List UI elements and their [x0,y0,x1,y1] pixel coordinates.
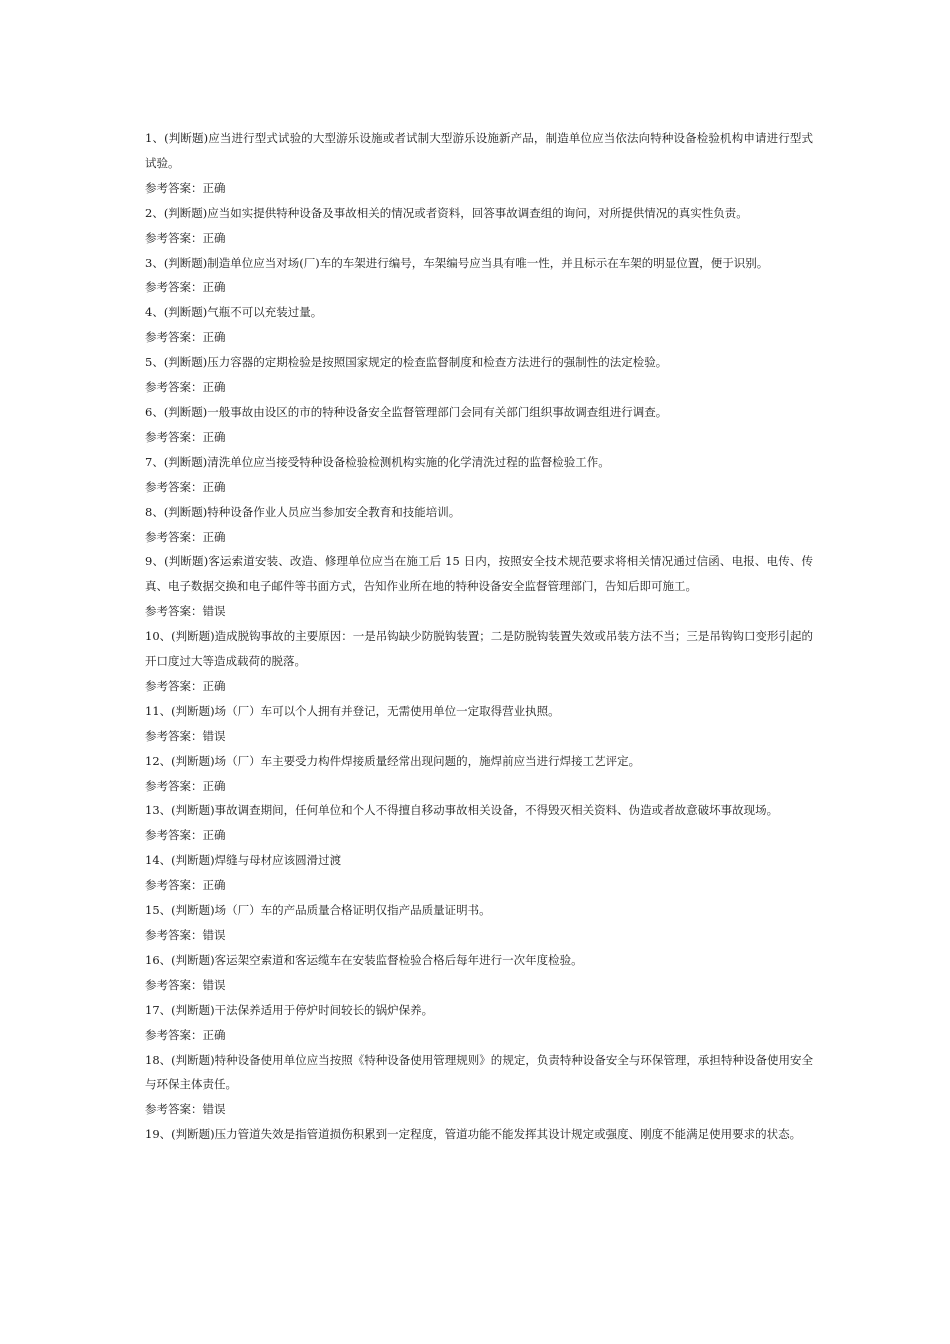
answer-17: 参考答案：正确 [145,1027,226,1042]
answer-6: 参考答案：正确 [145,429,226,444]
question-10: 10、(判断题)造成脱钩事故的主要原因：一是吊钩缺少防脱钩装置；二是防脱钩装置失效或吊装方法不当；三是吊钩钩口变形引起的开口度过大等造成载荷的脱落。 [145,629,813,669]
answer-4: 参考答案：正确 [145,330,226,345]
question-1: 1、(判断题)应当进行型式试验的大型游乐设施或者试制大型游乐设施新产品，制造单位应当依法向特种设备检验机构申请进行型式试验。 [145,131,813,170]
answer-16: 参考答案：错误 [145,977,226,992]
question-list [145,126,813,1147]
question-3: 3、(判断题)制造单位应当对场(厂)车的车架进行编号，车架编号应当具有唯一性，并且标示在车架的明显位置，便于识别。 [145,255,769,270]
answer-14: 参考答案：正确 [145,878,226,893]
answer-1: 参考答案：正确 [145,180,226,195]
question-8: 8、(判断题)特种设备作业人员应当参加安全教育和技能培训。 [145,504,461,519]
question-6: 6、(判断题)一般事故由设区的市的特种设备安全监督管理部门会同有关部门组织事故调查组进行调查。 [145,404,668,419]
question-12: 12、(判断题)场（厂）车主要受力构件焊接质量经常出现问题的，施焊前应当进行焊接工艺评定。 [145,753,641,768]
question-13: 13、(判断题)事故调查期间，任何单位和个人不得擅自移动事故相关设备，不得毁灭相关资料、伪造或者故意破坏事故现场。 [145,803,779,818]
question-16: 16、(判断题)客运架空索道和客运缆车在安装监督检验合格后每年进行一次年度检验。 [145,952,583,967]
answer-9: 参考答案：错误 [145,604,226,619]
question-19: 19、(判断题)压力管道失效是指管道损伤积累到一定程度，管道功能不能发挥其设计规定或强度、刚度不能满足使用要求的状态。 [145,1127,802,1142]
answer-8: 参考答案：正确 [145,529,226,544]
answer-13: 参考答案：正确 [145,828,226,843]
question-17: 17、(判断题)干法保养适用于停炉时间较长的锅炉保养。 [145,1002,434,1017]
answer-7: 参考答案：正确 [145,479,226,494]
question-7: 7、(判断题)清洗单位应当接受特种设备检验检测机构实施的化学清洗过程的监督检验工作。 [145,454,610,469]
question-5: 5、(判断题)压力容器的定期检验是按照国家规定的检查监督制度和检查方法进行的强制性的法定检验。 [145,355,668,370]
question-2: 2、(判断题)应当如实提供特种设备及事故相关的情况或者资料，回答事故调查组的询问，对所提供情况的真实性负责。 [145,205,748,220]
answer-15: 参考答案：错误 [145,928,226,942]
answer-11: 参考答案：错误 [145,728,226,743]
answer-3: 参考答案：正确 [145,280,226,295]
answer-2: 参考答案：正确 [145,230,226,245]
question-15: 15、(判断题)场（厂）车的产品质量合格证明仅指产品质量证明书。 [145,903,491,918]
question-4: 4、(判断题)气瓶不可以充装过量。 [145,305,323,320]
question-14: 14、(判断题)焊缝与母材应该圆滑过渡 [145,853,342,868]
question-11: 11、(判断题)场（厂）车可以个人拥有并登记，无需使用单位一定取得营业执照。 [145,703,560,718]
question-9: 9、(判断题)客运索道安装、改造、修理单位应当在施工后 15 日内，按照安全技术规范要求将相关情况通过信函、电报、电传、传真、电子数据交换和电子邮件等书面方式，告知作业所在地的特种设备安全监督管理部门，告知后即可施工。 [145,554,813,594]
answer-12: 参考答案：正确 [145,778,226,793]
question-18: 18、(判断题)特种设备使用单位应当按照《特种设备使用管理规则》的规定，负责特种设备安全与环保管理，承担特种设备使用安全与环保主体责任。 [145,1052,813,1092]
answer-18: 参考答案：错误 [145,1102,226,1117]
answer-10: 参考答案：正确 [145,678,226,693]
answer-5: 参考答案：正确 [145,380,226,395]
